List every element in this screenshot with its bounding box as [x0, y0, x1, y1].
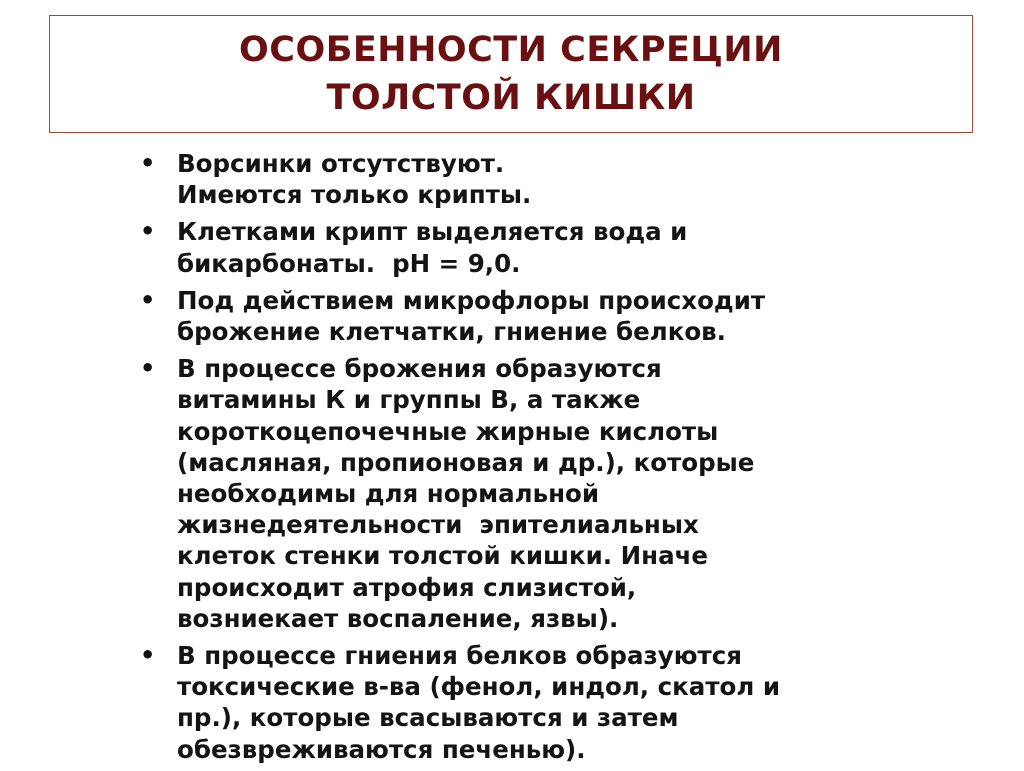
bullet-text-line: возниекает воспаление, язвы).: [177, 603, 619, 633]
bullet-text-line: необходимы для нормальной: [177, 479, 599, 509]
bullet-marker: •: [140, 149, 156, 177]
slide-title-line-2: ТОЛСТОЙ КИШКИ: [326, 78, 696, 118]
bullet-text-line: происходит атрофия слизистой,: [177, 572, 637, 602]
bullet-text-line: Под действием микрофлоры происходит: [177, 285, 766, 315]
bullet-text-line: обезвреживаются печенью).: [177, 734, 586, 764]
bullet-text-line: клеток стенки толстой кишки. Иначе: [177, 541, 709, 571]
slide-title-line-1: ОСОБЕННОСТИ СЕКРЕЦИИ: [239, 30, 783, 70]
bullet-item-microflora: [140, 285, 1000, 347]
bullet-text-line: В процессе брожения образуются: [177, 354, 662, 384]
bullet-marker: •: [140, 285, 156, 314]
bullet-text-line: жизнедеятельности эпителиальных: [177, 510, 699, 540]
bullet-item-fermentation: [140, 353, 1000, 634]
bullet-text-line: Клетками крипт выделяется вода и: [177, 217, 688, 247]
bullet-text-line: бикарбонаты. pH = 9,0.: [177, 248, 521, 278]
bullet-text-line: пр.), которые всасываются и затем: [177, 703, 679, 733]
bullet-text-line: Ворсинки отсутствуют.: [177, 149, 505, 178]
bullet-text-line: брожение клетчатки, гниение белков.: [177, 317, 726, 347]
bullet-marker: •: [140, 354, 156, 383]
bullet-item-putrefaction: [140, 640, 1000, 765]
bullet-text-line: витамины К и группы В, а также: [177, 385, 641, 415]
bullet-text-line: токсические в-ва (фенол, индол, скатол и: [177, 672, 781, 702]
bullet-text-line: В процессе гниения белков образуются: [177, 641, 742, 671]
bullet-item-crypt-secretion: [140, 216, 1000, 278]
bullet-marker: •: [140, 641, 156, 670]
bullet-text-line: короткоцепочечные жирные кислоты: [177, 416, 719, 446]
bullet-text-line: (масляная, пропионовая и др.), которые: [177, 447, 755, 477]
bullet-text-line: Имеются только крипты.: [177, 180, 532, 210]
bullet-item-villi: [140, 148, 1000, 210]
bullet-list: [140, 148, 1000, 771]
slide-title-box: [49, 15, 973, 133]
bullet-marker: •: [140, 217, 156, 246]
